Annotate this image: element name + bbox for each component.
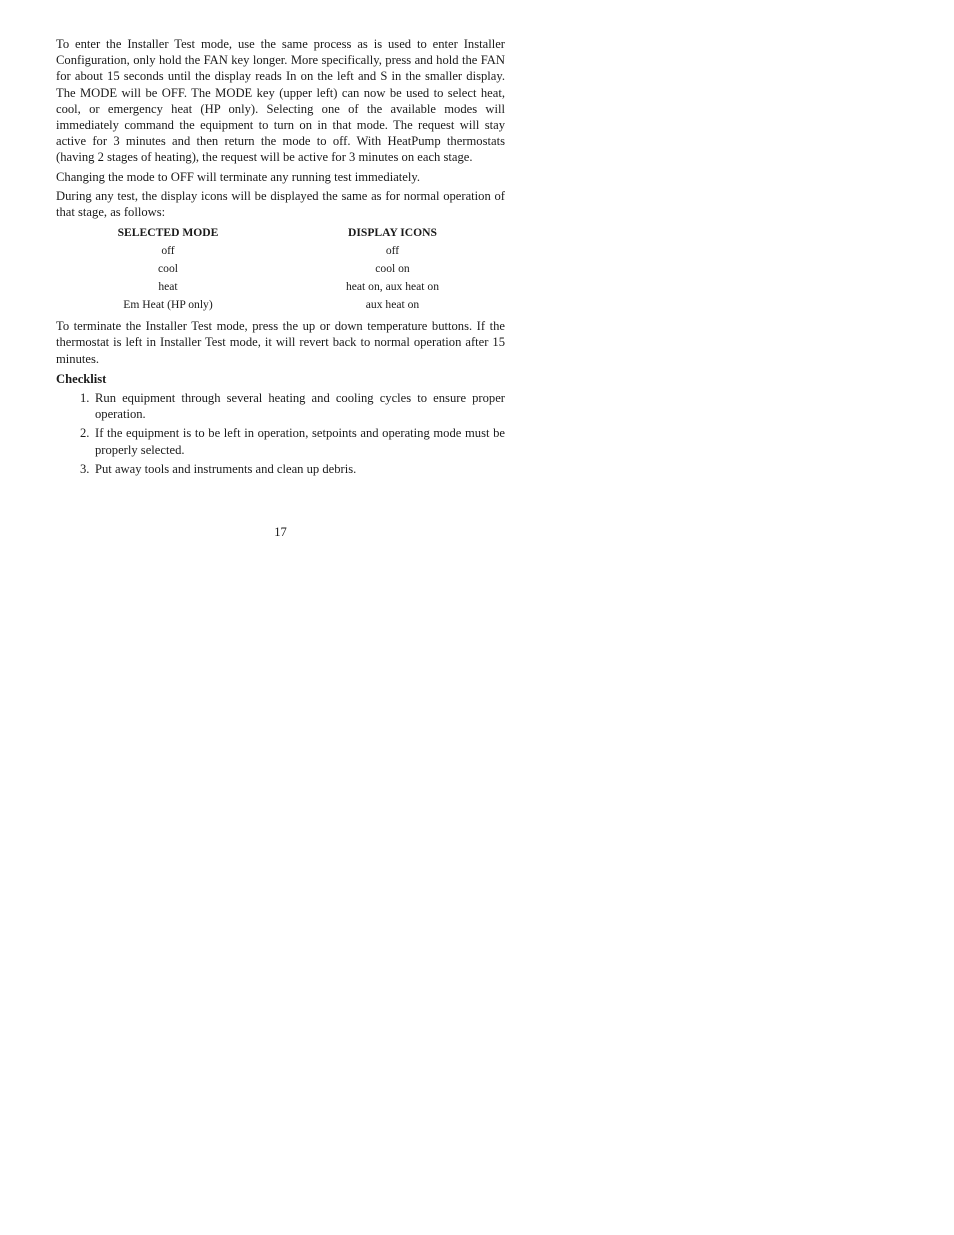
list-item-text: Run equipment through several heating and cooling cycles to ensure proper operation. <box>95 391 505 422</box>
page-number: 17 <box>274 525 287 539</box>
display-note-paragraph: During any test, the display icons will be displayed the same as for normal operation of that stage, as follows: <box>56 188 505 220</box>
table-row <box>56 242 505 260</box>
terminate-note-paragraph: To terminate the Installer Test mode, press the up or down temperature buttons. If the thermostat is left in Installer Test mode, it will revert back to normal operation after 15 minutes. <box>56 319 505 366</box>
list-item-text: If the equipment is to be left in operation, setpoints and operating mode must be properly selected. <box>95 426 505 457</box>
table-header-row <box>56 224 505 242</box>
table-row <box>56 278 505 296</box>
checklist <box>56 390 505 477</box>
list-item <box>56 390 505 422</box>
display-icons-cell: cool on <box>375 262 410 276</box>
checklist-heading: Checklist <box>56 371 107 386</box>
list-item-number: 1. <box>80 391 90 406</box>
document-page <box>56 36 505 539</box>
selected-mode-cell: off <box>161 244 175 258</box>
header-display-icons: DISPLAY ICONS <box>347 226 438 240</box>
selected-mode-cell: cool <box>158 262 178 276</box>
display-icons-cell: off <box>385 244 400 258</box>
list-item <box>56 425 505 457</box>
list-item-text: Put away tools and instruments and clean up debris. <box>95 461 357 476</box>
selected-mode-cell: Em Heat (HP only) <box>123 298 213 312</box>
header-selected-mode: SELECTED MODE <box>117 226 219 240</box>
list-item <box>56 461 505 477</box>
mode-icons-table <box>56 224 505 314</box>
selected-mode-cell: heat <box>158 280 178 294</box>
list-item-number: 3. <box>80 461 90 476</box>
table-row <box>56 296 505 314</box>
display-icons-cell: aux heat on <box>365 298 420 312</box>
intro-paragraph: To enter the Installer Test mode, use the same process as is used to enter Installer Configuration, only hold the FAN key longer. More specifically, press and hold the FAN for about 15 seconds until the display reads In on the left and S in the smaller display. The MODE will be OFF. The MODE key (upper left) can now be used to select heat, cool, or emergency heat (HP only). Selecting one of the available modes will immediately command the equipment to turn on in that mode. The request will stay active for 3 minutes and then return the mode to off. With HeatPump thermostats (having 2 stages of heating), the request will be active for 3 minutes on each stage. <box>56 37 505 165</box>
display-icons-cell: heat on, aux heat on <box>345 280 440 294</box>
off-note-paragraph: Changing the mode to OFF will terminate any running test immediately. <box>56 169 420 184</box>
list-item-number: 2. <box>80 426 90 441</box>
table-row <box>56 260 505 278</box>
